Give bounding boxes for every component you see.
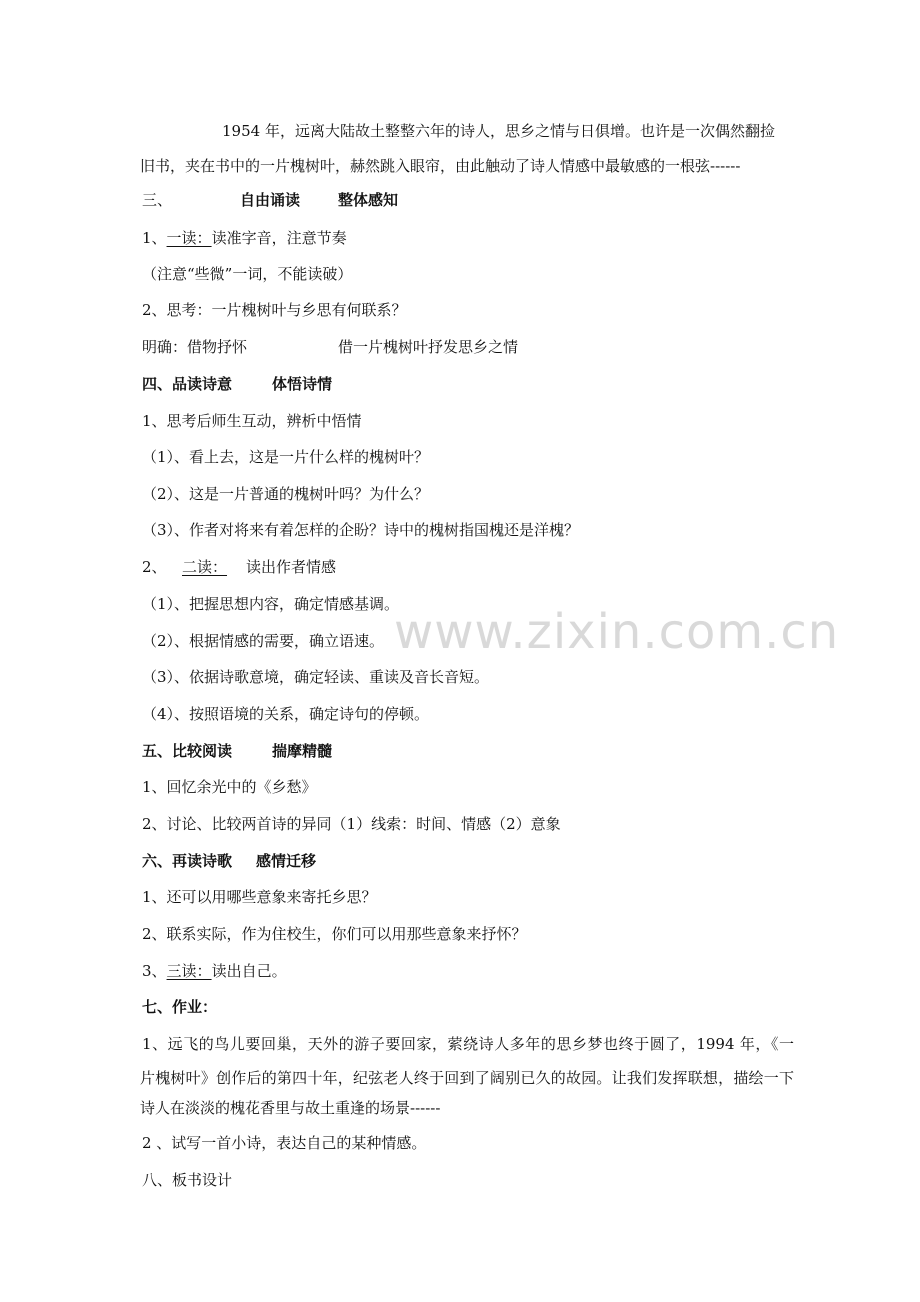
section-5-title-b: 揣摩精髓	[272, 742, 333, 760]
section-4-title-b: 体悟诗情	[272, 375, 333, 393]
s3-item-1-number: 1、	[142, 229, 167, 247]
s6-item-3-number: 3、	[142, 962, 167, 980]
s6-item-1: 1、还可以用哪些意象来寄托乡思？	[142, 888, 377, 906]
s4-question-2: （2）、这是一片普通的槐树叶吗？为什么？	[142, 485, 430, 503]
intro-line-2: 旧书，夹在书中的一片槐树叶，赫然跳入眼帘，由此触动了诗人情感中最敏感的一根弦------	[140, 157, 741, 175]
section-3-title-b: 整体感知	[338, 191, 399, 209]
s4-reading-4: （4）、按照语境的关系，确定诗句的停顿。	[142, 705, 430, 723]
s4-reading-2: （2）、根据情感的需要，确立语速。	[142, 632, 385, 650]
section-6-title-a: 六、再读诗歌	[142, 852, 233, 870]
section-3-number: 三、	[142, 191, 173, 209]
section-3-title-a: 自由诵读	[240, 191, 301, 209]
s5-item-2: 2、讨论、比较两首诗的异同（1）线索：时间、情感（2）意象	[142, 815, 561, 833]
section-6-title-b: 感情迁移	[256, 852, 317, 870]
s6-item-2: 2、联系实际，作为住校生，你们可以用那些意象来抒怀？	[142, 925, 527, 943]
s3-clarify-b: 借一片槐树叶抒发思乡之情	[338, 338, 519, 356]
section-4-title-a: 四、品读诗意	[142, 375, 233, 393]
s4-item-2-label: 二读：	[182, 558, 228, 576]
s7-paragraph-line-3: 诗人在淡淡的槐花香里与故土重逢的场景------	[140, 1099, 441, 1117]
s4-item-2-text: 读出作者情感	[246, 558, 337, 576]
s5-item-1: 1、回忆余光中的《乡愁》	[142, 778, 317, 796]
s3-item-2: 2、思考：一片槐树叶与乡思有何联系？	[142, 301, 407, 319]
section-8-title: 八、板书设计	[142, 1171, 233, 1189]
s4-item-1: 1、思考后师生互动，辨析中悟情	[142, 412, 362, 430]
s4-reading-3: （3）、依据诗歌意境，确定轻读、重读及音长音短。	[142, 668, 490, 686]
s7-paragraph-line-2: 片槐树叶》创作后的第四十年，纪弦老人终于回到了阔别已久的故园。让我们发挥联想，描绘一下	[140, 1069, 794, 1087]
watermark: www.zixin.com.cn	[394, 604, 840, 660]
s3-item-1-label: 一读：	[166, 229, 212, 247]
s4-question-3: （3）、作者对将来有着怎样的企盼？诗中的槐树指国槐还是洋槐？	[142, 521, 580, 539]
s4-reading-1: （1）、把握思想内容，确定情感基调。	[142, 595, 400, 613]
s3-note: （注意“些微”一词，不能读破）	[142, 265, 353, 283]
s6-item-3	[142, 961, 287, 981]
s7-item-2: 2 、试写一首小诗，表达自己的某种情感。	[142, 1134, 427, 1152]
s7-paragraph-line-1: 1、远飞的鸟儿要回巢，天外的游子要回家，萦绕诗人多年的思乡梦也终于圆了，1994 年，《一	[142, 1035, 794, 1053]
intro-line-1: 1954 年，远离大陆故土整整六年的诗人，思乡之情与日俱增。也许是一次偶然翻捡	[222, 122, 775, 140]
s3-item-1	[142, 228, 347, 248]
section-5-title-a: 五、比较阅读	[142, 742, 233, 760]
s4-item-2-number: 2、	[142, 558, 167, 576]
s3-clarify-a: 明确：借物抒怀	[142, 338, 248, 356]
section-7-title: 七、作业：	[142, 998, 218, 1016]
s3-item-1-text: 读准字音，注意节奏	[211, 229, 347, 247]
s6-item-3-text: 读出自己。	[211, 962, 287, 980]
s6-item-3-label: 三读：	[166, 962, 212, 980]
s4-question-1: （1）、看上去，这是一片什么样的槐树叶？	[142, 448, 430, 466]
